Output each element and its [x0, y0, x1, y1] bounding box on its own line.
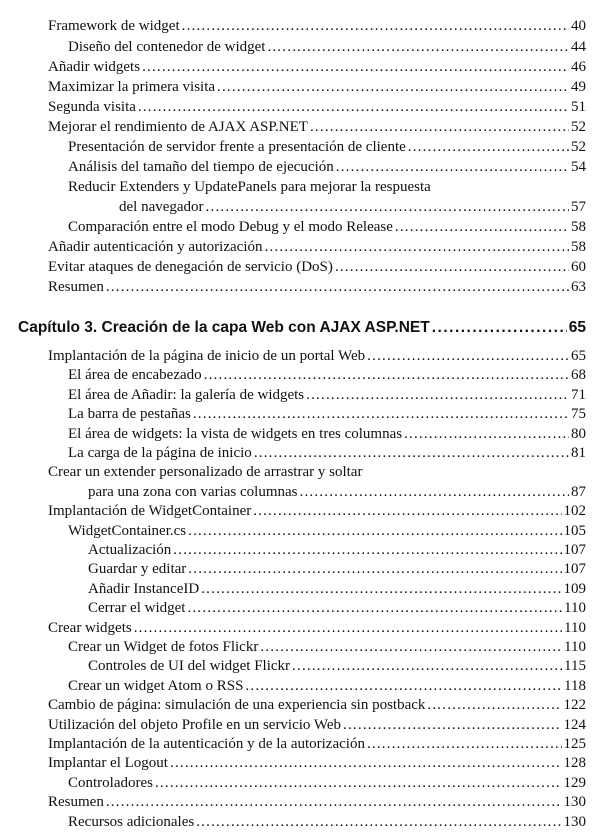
toc-entry-page: 130 — [563, 794, 586, 811]
toc-entry[interactable] — [0, 579, 600, 599]
toc-entry-title: Análisis del tamaño del tiempo de ejecución — [68, 159, 334, 175]
toc-entry-page: 124 — [563, 716, 586, 733]
toc-entry[interactable] — [0, 773, 600, 793]
toc-entry-title: La barra de pestañas — [68, 406, 191, 423]
toc-entry-title: Recursos adicionales — [68, 813, 195, 830]
toc-entry-page: 115 — [564, 658, 586, 675]
toc-entry-title: Resumen — [48, 279, 104, 295]
toc-entry-title: Añadir widgets — [48, 59, 141, 75]
toc-entry-page: 105 — [563, 522, 586, 539]
toc-entry-page: 52 — [571, 119, 586, 135]
toc-entry-title: WidgetContainer.cs — [68, 522, 187, 539]
toc-entry-title: Crear un widget Atom o RSS — [68, 677, 244, 694]
toc-entry-page: 110 — [564, 619, 586, 636]
toc-entry[interactable] — [0, 404, 600, 424]
toc-entry[interactable] — [0, 77, 600, 97]
toc-entry[interactable] — [0, 637, 600, 657]
toc-entry[interactable] — [0, 656, 600, 676]
toc-entry-title: Implantación de WidgetContainer — [48, 503, 252, 520]
toc-entry[interactable] — [0, 676, 600, 696]
toc-entry-title: Implantación de la autenticación y de la autorización — [48, 736, 365, 752]
toc-entry-title: Presentación de servidor frente a presentación de cliente — [68, 139, 406, 155]
toc-entry[interactable] — [0, 16, 600, 36]
toc-entry-title: Segunda visita — [48, 99, 136, 115]
toc-entry-title: Resumen — [48, 794, 104, 811]
toc-entry[interactable] — [0, 753, 600, 773]
toc-entry-title: Controladores — [68, 774, 153, 791]
toc-entry[interactable] — [0, 559, 600, 579]
toc-entry[interactable] — [0, 501, 600, 521]
toc-entry-title: Implantación de la página de inicio de un portal Web — [48, 348, 366, 364]
chapter-heading[interactable] — [0, 318, 600, 338]
toc-entry[interactable] — [0, 618, 600, 638]
toc-entry-page: 109 — [563, 580, 586, 597]
toc-entry-title: Añadir InstanceID — [88, 580, 200, 597]
toc-entry-page: 57 — [571, 199, 586, 215]
toc-entry-page: 122 — [563, 697, 586, 714]
toc-entry-title: Mejorar el rendimiento de AJAX ASP.NET — [48, 119, 308, 135]
toc-entry[interactable] — [0, 365, 600, 385]
toc-entry-page: 49 — [571, 79, 586, 95]
toc-entry-title: Actualización — [88, 542, 172, 558]
toc-entry[interactable] — [0, 197, 600, 217]
toc-entry-title: Crear widgets — [48, 619, 132, 636]
toc-entry-title: El área de Añadir: la galería de widgets — [68, 386, 305, 403]
toc-entry-title: Framework de widget — [48, 18, 180, 34]
toc-entry[interactable] — [0, 540, 600, 560]
toc-entry-page: 44 — [571, 39, 586, 55]
toc-entry[interactable] — [0, 237, 600, 257]
toc-entry[interactable] — [0, 521, 600, 541]
toc-entry[interactable] — [0, 277, 600, 297]
toc-entry-page: 40 — [571, 18, 586, 34]
toc-entry-page: 68 — [571, 367, 586, 384]
toc-entry-title: Utilización del objeto Profile en un servicio Web — [48, 716, 342, 733]
toc-entry-title: Añadir autenticación y autorización — [48, 239, 263, 255]
toc-entry-page: 110 — [564, 639, 586, 655]
toc-entry-page: 80 — [571, 425, 586, 442]
toc-entry-page: 110 — [564, 600, 586, 617]
toc-entry-page: 58 — [571, 219, 586, 235]
toc-entry[interactable] — [0, 257, 600, 277]
toc-entry[interactable] — [0, 695, 600, 715]
toc-entry-page: 125 — [563, 736, 586, 752]
toc-entry[interactable] — [0, 385, 600, 405]
toc-entry[interactable] — [0, 734, 600, 754]
chapter-page: 65 — [568, 319, 586, 336]
toc-entry[interactable] — [0, 812, 600, 832]
toc-entry-title: El área de encabezado — [68, 367, 202, 384]
toc-entry-title: Crear un Widget de fotos Flickr — [68, 639, 259, 655]
toc-entry[interactable] — [0, 137, 600, 157]
toc-entry-page: 128 — [563, 755, 586, 772]
toc-entry[interactable] — [0, 424, 600, 444]
toc-entry-title: Comparación entre el modo Debug y el modo Release — [68, 219, 393, 235]
toc-entry-title: Guardar y editar — [88, 561, 187, 578]
toc-entry[interactable] — [0, 482, 600, 502]
toc-entry-title: Diseño del contenedor de widget — [68, 39, 266, 55]
toc-entry[interactable] — [0, 217, 600, 237]
toc-entry-title: Implantar el Logout — [48, 755, 168, 772]
toc-entry-page: 81 — [571, 445, 586, 461]
toc-entry-page: 71 — [571, 386, 586, 403]
toc-entry[interactable] — [0, 443, 600, 463]
toc-entry-title: Cambio de página: simulación de una experiencia sin postback — [48, 697, 426, 714]
toc-entry-page: 87 — [571, 483, 586, 500]
toc-entry-title: Evitar ataques de denegación de servicio (DoS) — [48, 259, 333, 275]
toc-entry[interactable] — [0, 346, 600, 366]
toc-entry-page: 107 — [563, 561, 586, 578]
toc-entry-page: 130 — [563, 813, 586, 830]
toc-entry[interactable] — [0, 598, 600, 618]
toc-entry-page: 60 — [571, 259, 586, 275]
toc-entry-page: 46 — [571, 59, 586, 75]
toc-entry-title: para una zona con varias columnas — [88, 483, 298, 500]
toc-entry-page: 58 — [571, 239, 586, 255]
toc-entry[interactable] — [0, 97, 600, 117]
toc-entry[interactable] — [0, 37, 600, 57]
toc-entry-title: Maximizar la primera visita — [48, 79, 216, 95]
toc-entry-page: 54 — [571, 159, 586, 175]
toc-entry-page: 129 — [563, 774, 586, 791]
toc-entry-page: 107 — [563, 542, 586, 558]
chapter-title: Capítulo 3. Creación de la capa Web con AJAX ASP.NET — [18, 319, 430, 336]
toc-entry-page: 52 — [571, 139, 586, 155]
toc-entry[interactable] — [0, 715, 600, 735]
toc-entry-page: 51 — [571, 99, 586, 115]
toc-entry-page: 118 — [564, 677, 586, 694]
toc-entry[interactable] — [0, 792, 600, 812]
toc-entry[interactable] — [0, 157, 600, 177]
toc-entry[interactable] — [0, 57, 600, 77]
toc-entry-title-line1[interactable]: Reducir Extenders y UpdatePanels para mejorar la respuesta — [68, 179, 431, 195]
toc-entry-title-line1[interactable]: Crear un extender personalizado de arrastrar y soltar — [48, 464, 363, 481]
toc-entry-title: El área de widgets: la vista de widgets en tres columnas — [68, 425, 403, 442]
toc-entry-title: Controles de UI del widget Flickr — [88, 658, 291, 675]
toc-entry-page: 102 — [563, 503, 586, 520]
toc-entry-page: 63 — [571, 279, 586, 295]
toc-entry[interactable] — [0, 117, 600, 137]
toc-entry-title: La carga de la página de inicio — [68, 445, 252, 461]
toc-entry-title: Cerrar el widget — [88, 600, 186, 617]
toc-entry-page: 75 — [571, 406, 586, 423]
toc-entry-page: 65 — [571, 348, 586, 364]
toc-entry-title: del navegador — [119, 199, 204, 215]
